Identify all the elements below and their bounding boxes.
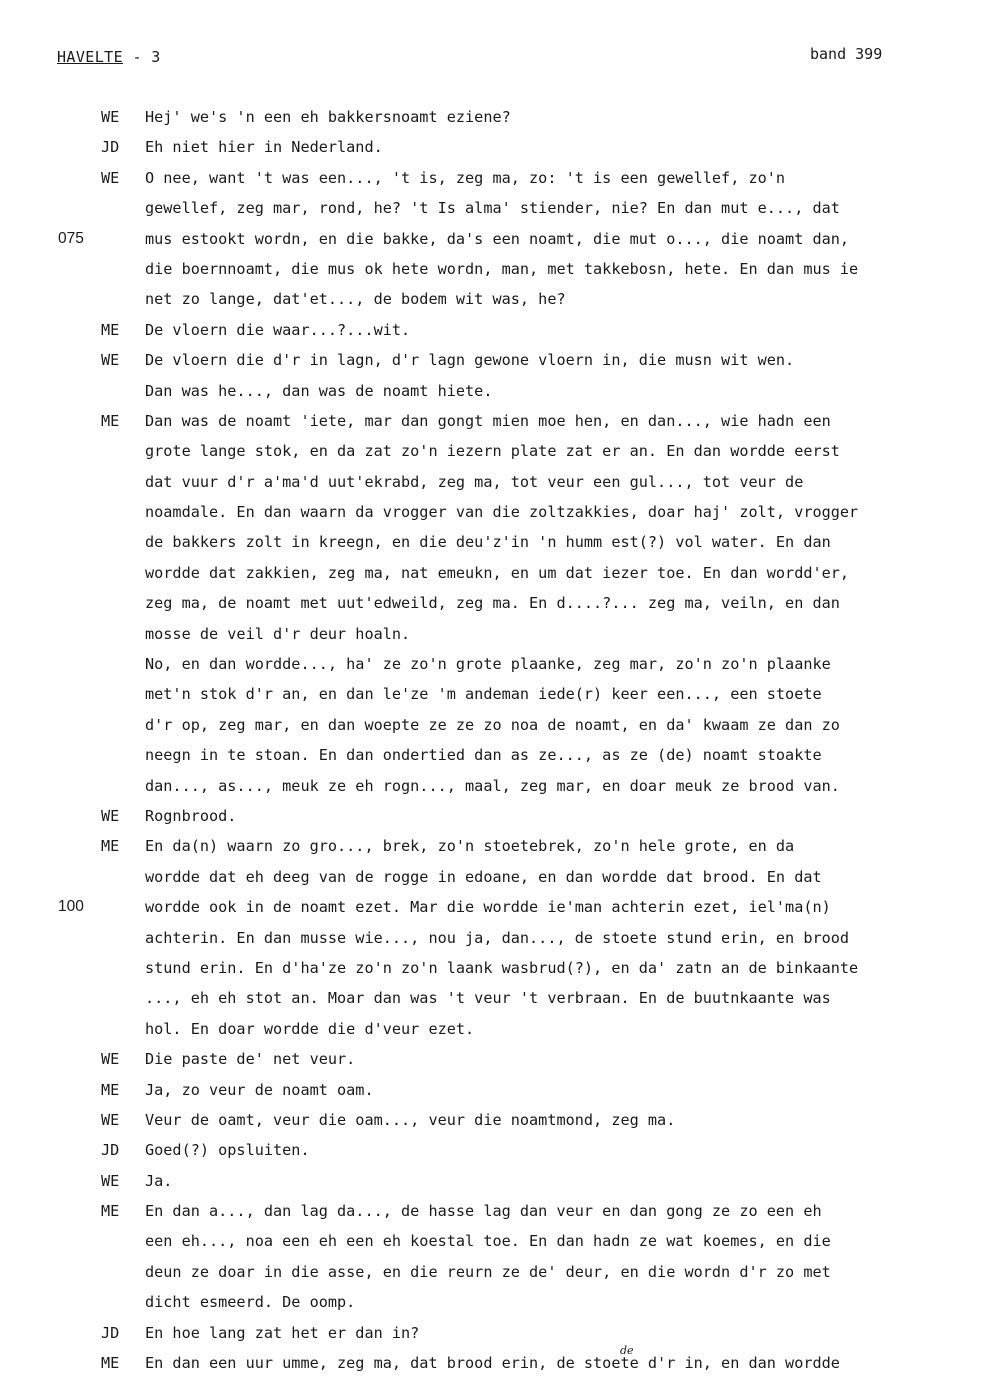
transcript-line: [0, 1019, 986, 1049]
speaker-label: ME: [101, 1354, 120, 1373]
transcript-line: [0, 229, 986, 259]
line-text: Ja, zo veur de noamt oam.: [145, 1080, 374, 1099]
speaker-label: JD: [101, 138, 120, 157]
transcript-line: [0, 502, 986, 532]
transcript-line: [0, 1080, 986, 1110]
speaker-label: ME: [101, 1080, 120, 1099]
speaker-label: WE: [101, 108, 120, 126]
speaker-label: ME: [101, 411, 120, 430]
line-text: wordde ook in de noamt ezet. Mar die wordde ie'man achterin ezet, iel'ma(n): [145, 898, 831, 917]
transcript-line: [0, 806, 986, 836]
line-text: Ja.: [145, 1171, 173, 1190]
line-text: dicht esmeerd. De oomp.: [145, 1293, 356, 1312]
transcript-line: [0, 411, 986, 441]
line-text: hol. En doar wordde die d'veur ezet.: [145, 1019, 475, 1038]
transcript-line: [0, 259, 986, 289]
transcript-line: [0, 867, 986, 897]
transcript-line: [0, 1140, 986, 1170]
line-text: O nee, want 't was een..., 't is, zeg ma, zo: 't is een gewellef, zo'n: [145, 168, 786, 187]
line-text: met'n stok d'r an, en dan le'ze 'm andeman iede(r) keer een..., een stoete: [145, 685, 822, 704]
transcript-body: [0, 107, 986, 1383]
line-text: wordde dat eh deeg van de rogge in edoane, en dan wordde dat brood. En dat: [145, 867, 822, 886]
transcript-line: [0, 624, 986, 654]
transcript-line: [0, 1231, 986, 1261]
line-text: Eh niet hier in Nederland.: [145, 138, 383, 157]
speaker-label: JD: [101, 1141, 120, 1160]
page-number: - 3: [123, 48, 161, 66]
transcript-line: [0, 684, 986, 714]
line-text: de bakkers zolt in kreegn, en die deu'z'in 'n humm est(?) vol water. En dan: [145, 533, 831, 552]
line-text: De vloern die d'r in lagn, d'r lagn gewone vloern in, die musn wit wen.: [145, 351, 795, 370]
line-text: ..., eh eh stot an. Moar dan was 't veur 't verbraan. En de buutnkaante was: [145, 989, 831, 1008]
speaker-label: JD: [101, 1323, 120, 1342]
line-text: zeg ma, de noamt met uut'edweild, zeg ma. En d....?... zeg ma, veiln, en dan: [145, 594, 840, 613]
line-text: Goed(?) opsluiten.: [145, 1141, 310, 1160]
line-text: Dan was de noamt 'iete, mar dan gongt mien moe hen, en dan..., wie hadn een: [145, 411, 831, 430]
transcript-line: [0, 1110, 986, 1140]
transcript-line: [0, 168, 986, 198]
line-text: achterin. En dan musse wie..., nou ja, dan..., de stoete stund erin, en brood: [145, 928, 850, 947]
speaker-label: WE: [101, 1050, 120, 1069]
transcript-line: [0, 381, 986, 411]
line-text: neegn in te stoan. En dan ondertied dan as ze..., as ze (de) noamt stoakte: [145, 746, 822, 765]
transcript-line: [0, 532, 986, 562]
page-header: [57, 48, 161, 66]
speaker-label: WE: [101, 806, 120, 825]
line-text: Rognbrood.: [145, 806, 237, 825]
line-number: 075: [58, 229, 84, 247]
line-text: En da(n) waarn zo gro..., brek, zo'n stoetebrek, zo'n hele grote, en da: [145, 837, 795, 856]
transcript-line: [0, 897, 986, 927]
transcript-line: [0, 1262, 986, 1292]
line-text: grote lange stok, en da zat zo'n iezern plate zat er an. En dan wordde eerst: [145, 442, 840, 461]
transcript-line: [0, 593, 986, 623]
line-text: wordde dat zakkien, zeg ma, nat emeukn, en um dat iezer toe. En dan wordd'er,: [145, 563, 850, 582]
transcript-line: [0, 320, 986, 350]
line-text: mus estookt wordn, en die bakke, da's een noamt, die mut o..., die noamt dan,: [145, 229, 850, 248]
line-text: De vloern die waar...?...wit.: [145, 320, 411, 339]
transcript-line: [0, 928, 986, 958]
speaker-label: ME: [101, 837, 120, 856]
line-text: No, en dan wordde..., ha' ze zo'n grote plaanke, zeg mar, zo'n zo'n plaanke: [145, 655, 831, 674]
line-text: net zo lange, dat'et..., de bodem wit was, he?: [145, 290, 566, 309]
line-text: dat vuur d'r a'ma'd uut'ekrabd, zeg ma, tot veur een gul..., tot veur de: [145, 472, 804, 491]
line-text: En dan een uur umme, zeg ma, dat brood erin, de stoete d'r in, en dan wordde: [145, 1354, 840, 1373]
line-text: Hej' we's 'n een eh bakkersnoamt eziene?: [145, 108, 511, 126]
line-text: Dan was he..., dan was de noamt hiete.: [145, 381, 493, 400]
transcript-line: [0, 715, 986, 745]
transcript-line: [0, 958, 986, 988]
transcript-line: [0, 776, 986, 806]
speaker-label: WE: [101, 1110, 120, 1129]
line-text: gewellef, zeg mar, rond, he? 't Is alma' stiender, nie? En dan mut e..., dat: [145, 199, 840, 218]
place-name: HAVELTE: [57, 48, 124, 66]
speaker-label: WE: [101, 168, 120, 187]
speaker-label: ME: [101, 320, 120, 339]
transcript-line: [0, 563, 986, 593]
transcript-line: [0, 988, 986, 1018]
line-text: d'r op, zeg mar, en dan woepte ze ze zo noa de noamt, en da' kwaam ze dan zo: [145, 715, 840, 734]
speaker-label: WE: [101, 1171, 120, 1190]
line-text: die boernnoamt, die mus ok hete wordn, man, met takkebosn, hete. En dan mus ie: [145, 259, 859, 278]
line-text: Die paste de' net veur.: [145, 1050, 356, 1069]
line-text: En dan a..., dan lag da..., de hasse lag dan veur en dan gong ze zo een eh: [145, 1202, 822, 1221]
transcript-line: [0, 472, 986, 502]
transcript-line: [0, 1323, 986, 1353]
transcript-line: [0, 654, 986, 684]
transcript-line: [0, 289, 986, 319]
transcript-line: [0, 1201, 986, 1231]
transcript-line: [0, 198, 986, 228]
transcript-line: [0, 137, 986, 167]
line-text: noamdale. En dan waarn da vrogger van die zoltzakkies, doar haj' zolt, vrogger: [145, 503, 859, 522]
transcript-line: [0, 1292, 986, 1322]
band-number: band 399: [810, 45, 883, 63]
line-text: Veur de oamt, veur die oam..., veur die noamtmond, zeg ma.: [145, 1110, 676, 1129]
line-text: dan..., as..., meuk ze eh rogn..., maal, zeg mar, en doar meuk ze brood van.: [145, 776, 840, 795]
line-text: En hoe lang zat het er dan in?: [145, 1323, 420, 1342]
transcript-line: [0, 350, 986, 380]
transcript-line: [0, 745, 986, 775]
speaker-label: ME: [101, 1202, 120, 1221]
transcript-line: [0, 1171, 986, 1201]
transcript-line: [0, 1344, 986, 1383]
speaker-label: WE: [101, 351, 120, 370]
line-text: een eh..., noa een eh een eh koestal toe. En dan hadn ze wat koemes, en die: [145, 1232, 831, 1251]
line-text: deun ze doar in die asse, en die reurn ze de' deur, en die wordn d'r zo met: [145, 1262, 831, 1281]
line-text: stund erin. En d'ha'ze zo'n zo'n laank wasbrud(?), en da' zatn an de binkaante: [145, 958, 859, 977]
transcript-line: [0, 1049, 986, 1079]
line-number: 100: [58, 898, 84, 916]
transcript-line: [0, 107, 986, 137]
transcript-line: [0, 441, 986, 471]
handwritten-correction: de: [620, 1344, 634, 1358]
line-text: mosse de veil d'r deur hoaln.: [145, 624, 411, 643]
transcript-line: [0, 836, 986, 866]
